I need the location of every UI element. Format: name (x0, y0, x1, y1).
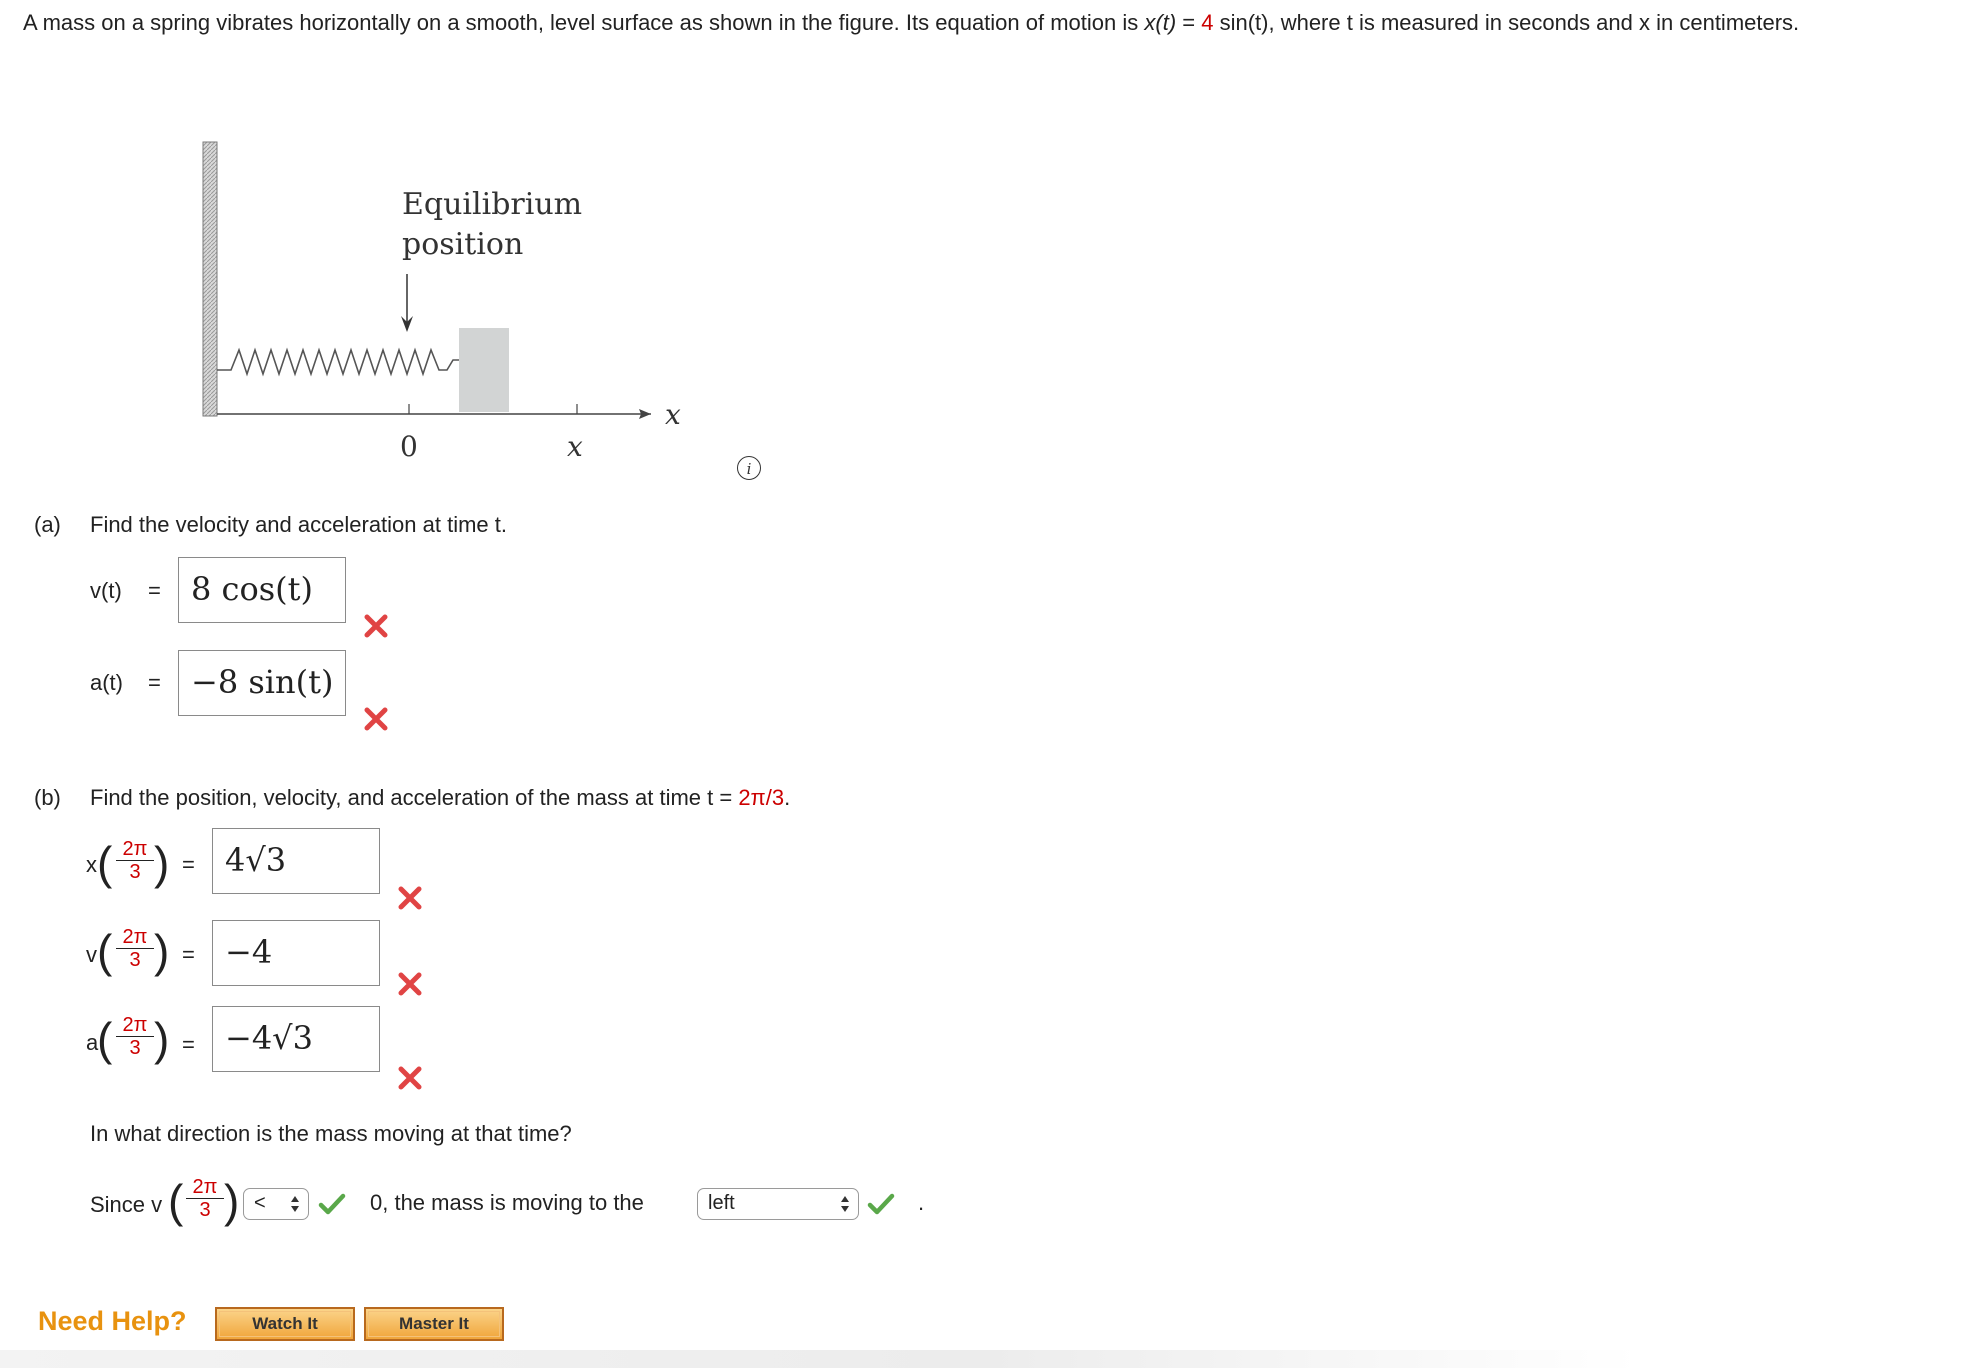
time-fraction: $\frac{2\pi}{3}$ (116, 1014, 154, 1059)
velocity-equals: = (148, 578, 161, 603)
direction-question: In what direction is the mass moving at that time? (90, 1121, 572, 1146)
amplitude-value: 4 (1201, 10, 1214, 35)
x-equals: = (182, 852, 195, 877)
time-fraction: $\frac{2\pi}{3}$ (116, 926, 154, 971)
equilibrium-label-1: Equilibrium (402, 187, 583, 222)
spring-diagram (195, 138, 755, 478)
incorrect-x-icon (398, 972, 422, 996)
incorrect-x-icon (364, 614, 388, 638)
spring (217, 350, 459, 374)
acceleration-answer-field[interactable]: −8 sin(t) (178, 650, 346, 716)
open-paren: ( (97, 1013, 113, 1065)
v-fn-label: v (86, 942, 97, 967)
part-a-label: (a) (34, 512, 61, 537)
info-icon[interactable]: i (737, 456, 761, 480)
axis-variable-label: x (665, 398, 681, 431)
select-arrows-icon (840, 1195, 850, 1213)
end-period: . (918, 1190, 925, 1215)
acceleration-label: a(t) (90, 670, 123, 695)
master-it-button[interactable]: Master It (364, 1307, 504, 1341)
spring-mass-figure (195, 138, 755, 478)
position-answer-field[interactable]: 4√3 (212, 828, 380, 894)
time-fraction: $\frac{2\pi}{3}$ (186, 1176, 224, 1221)
direction-select[interactable]: left (697, 1188, 859, 1220)
need-help-title: Need Help? (38, 1306, 187, 1336)
axis-zero-label: 0 (400, 430, 418, 463)
velocity-label: v(t) (90, 578, 122, 603)
a-equals: = (182, 1032, 195, 1057)
a-fn-label: a (86, 1030, 99, 1055)
bottom-shadow (0, 1350, 1640, 1368)
part-b-label: (b) (34, 785, 61, 810)
open-paren: ( (97, 837, 113, 889)
acceleration-at-time-answer-field[interactable]: −4√3 (212, 1006, 380, 1072)
incorrect-x-icon (398, 886, 422, 910)
incorrect-x-icon (398, 1066, 422, 1090)
open-paren: ( (97, 925, 113, 977)
equilibrium-label-2: position (402, 227, 524, 262)
acceleration-equals: = (148, 670, 161, 695)
velocity-at-time-answer-field[interactable]: −4 (212, 920, 380, 986)
axis-x-label: x (567, 430, 583, 463)
wall (203, 142, 217, 416)
v-equals: = (182, 942, 195, 967)
mass-block (459, 328, 509, 412)
select-arrows-icon (290, 1195, 300, 1213)
part-a-prompt: Find the velocity and acceleration at time t. (90, 512, 507, 537)
close-paren: ) (154, 1013, 170, 1065)
close-paren: ) (224, 1175, 240, 1227)
close-paren: ) (154, 925, 170, 977)
watch-it-button[interactable]: Watch It (215, 1307, 355, 1341)
time-fraction: $\frac{2\pi}{3}$ (116, 838, 154, 883)
velocity-answer-field[interactable]: 8 cos(t) (178, 557, 346, 623)
incorrect-x-icon (364, 707, 388, 731)
open-paren: ( (168, 1175, 184, 1227)
part-b-prompt: Find the position, velocity, and acceleration of the mass at time t = 2π/3. (90, 785, 791, 810)
since-label: Since v (90, 1192, 163, 1217)
time-value: 2π/3 (738, 785, 785, 810)
close-paren: ) (154, 837, 170, 889)
correct-check-icon (318, 1192, 346, 1216)
correct-check-icon (867, 1192, 895, 1216)
x-fn-label: x (86, 852, 97, 877)
comparison-select[interactable]: < (243, 1188, 309, 1220)
moving-text: 0, the mass is moving to the (370, 1190, 644, 1215)
problem-statement: A mass on a spring vibrates horizontally on a smooth, level surface as shown in the figure. Its equation of motion is x(t) = 4 sin(t), where t is measured in seconds and x in centimeters. (23, 10, 1800, 35)
